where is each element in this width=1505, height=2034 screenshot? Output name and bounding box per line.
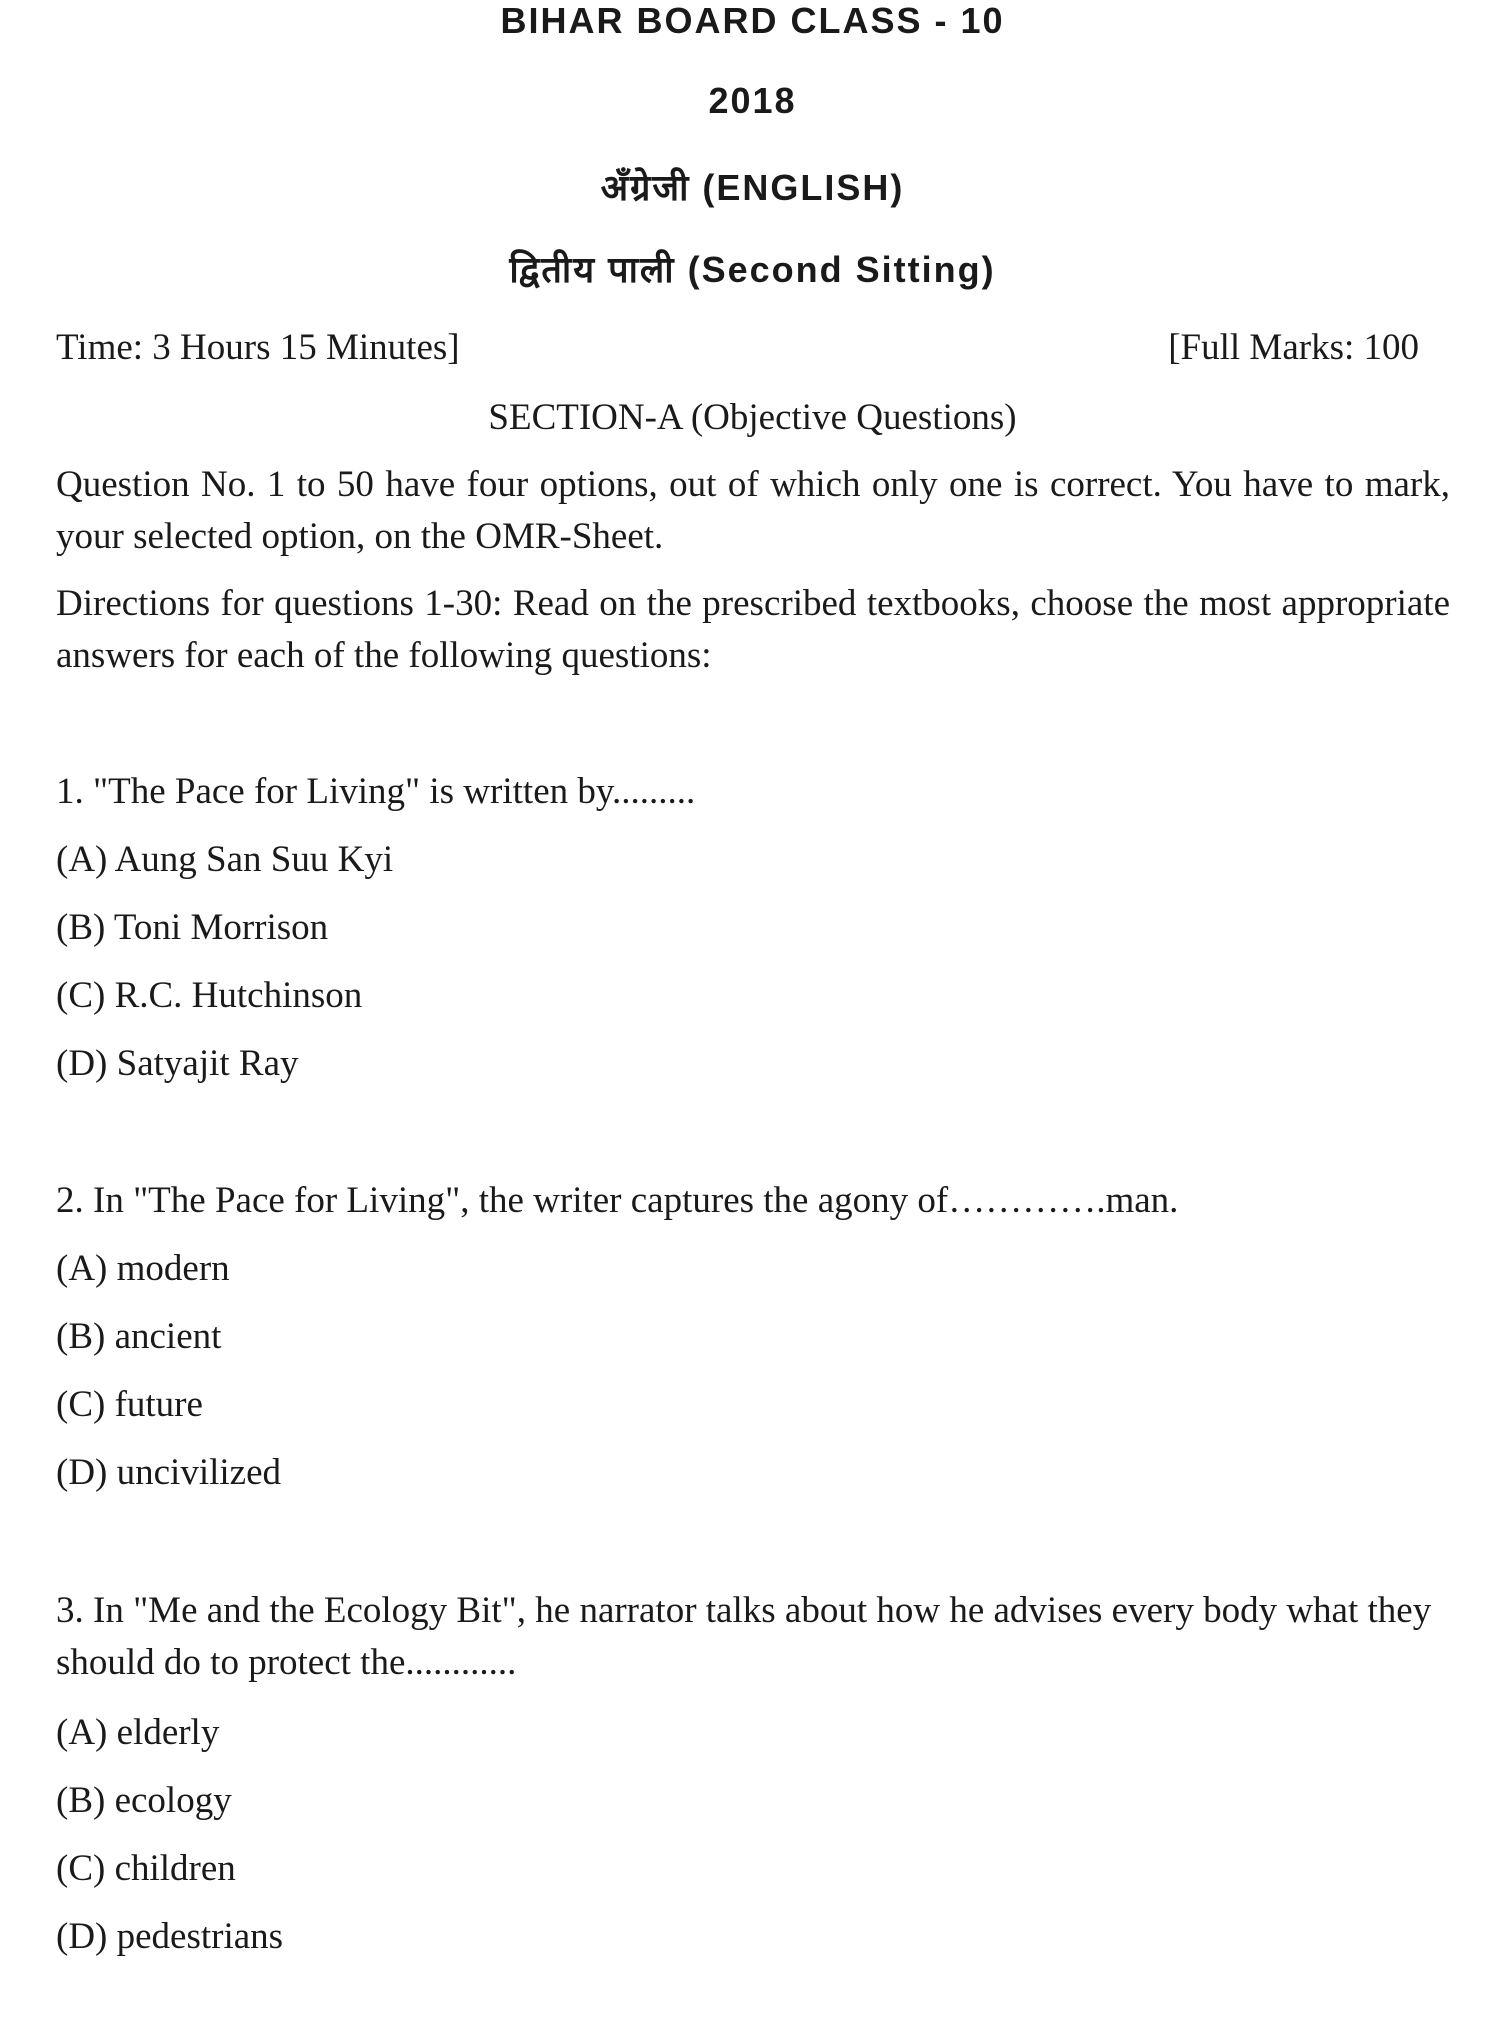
section-title: SECTION-A (Objective Questions) [488, 397, 1017, 438]
question-3-option-b: (B) ecology [56, 1780, 232, 1821]
full-marks: [Full Marks: 100 [1168, 327, 1419, 368]
sitting-title: द्वितीय पाली (Second Sitting) [509, 249, 996, 290]
section-instruction: Question No. 1 to 50 have four options, out of which only one is correct. You have to mark, your selected option, on the OMR-Sheet. [56, 464, 1450, 557]
question-2-text: 2. In "The Pace for Living", the writer captures the agony of………….man. [56, 1180, 1179, 1221]
question-2-option-d: (D) uncivilized [56, 1452, 281, 1493]
section-directions: Directions for questions 1-30: Read on the prescribed textbooks, choose the most appropriate answers for each of the following questions: [56, 583, 1450, 676]
exam-year: 2018 [708, 80, 797, 121]
question-1-option-b: (B) Toni Morrison [56, 907, 329, 948]
subject-title: अँग्रेजी (ENGLISH) [600, 167, 905, 208]
question-1-option-d: (D) Satyajit Ray [56, 1043, 299, 1084]
time-allowed: Time: 3 Hours 15 Minutes] [56, 327, 460, 368]
question-2-option-c: (C) future [56, 1384, 203, 1425]
question-3-option-d: (D) pedestrians [56, 1916, 284, 1957]
question-2-option-a: (A) modern [56, 1248, 230, 1289]
question-1-option-c: (C) R.C. Hutchinson [56, 975, 363, 1016]
question-2-option-b: (B) ancient [56, 1316, 222, 1357]
question-3-option-c: (C) children [56, 1848, 236, 1889]
question-3-option-a: (A) elderly [56, 1712, 220, 1753]
question-1-text: 1. "The Pace for Living" is written by......... [56, 771, 696, 812]
question-1-option-a: (A) Aung San Suu Kyi [56, 839, 394, 880]
board-title: BIHAR BOARD CLASS - 10 [500, 0, 1005, 41]
question-3-text: 3. In "Me and the Ecology Bit", he narrator talks about how he advises every body what they should do to protect the............ [56, 1590, 1432, 1683]
